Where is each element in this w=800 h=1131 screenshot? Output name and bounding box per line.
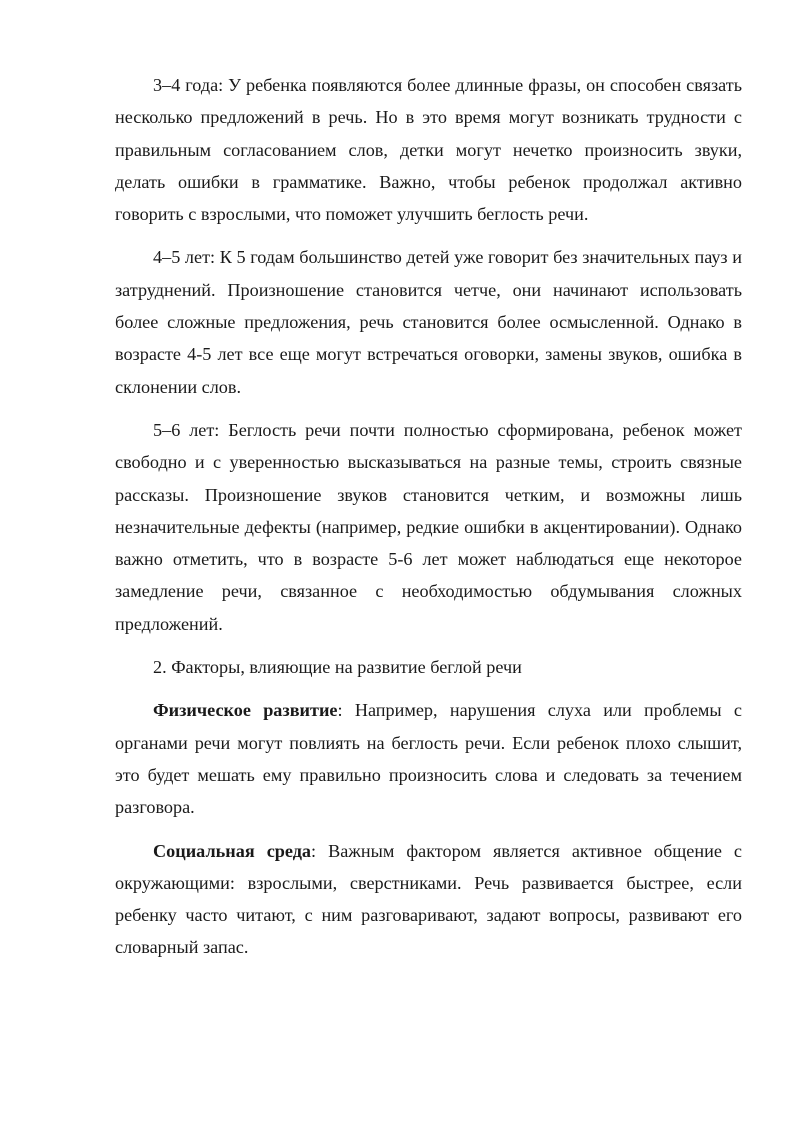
paragraph-text: 5–6 лет: Беглость речи почти полностью сформирована, ребенок может свободно и с уверенностью высказываться на разные темы, строить связные рассказы. Произношение звуков становится четким, и возможны лишь незначительные дефекты (например, редкие ошибки в акцентировании). Однако важно отметить, что в возрасте 5-6 лет может наблюдаться еще некоторое замедление речи, связанное с необходимостью обдумывания сложных предложений. (115, 419, 742, 634)
paragraph-age-4-5 (115, 241, 742, 402)
paragraph-text: 4–5 лет: К 5 годам большинство детей уже говорит без значительных пауз и затруднений. Произношение становится четче, они начинают использовать более сложные предложения, речь становится более осмысленной. Однако в возрасте 4-5 лет все еще могут встречаться оговорки, замены звуков, ошибка в склонении слов. (115, 247, 742, 397)
paragraph-text: 3–4 года: У ребенка появляются более длинные фразы, он способен связать несколько предложений в речь. Но в это время могут возникать трудности с правильным согласованием слов, детки могут нечетко произносить звуки, делать ошибки в грамматике. Важно, чтобы ребенок продолжал активно говорить с взрослыми, что поможет улучшить беглость речи. (115, 75, 742, 225)
paragraph-age-3-4 (115, 69, 742, 230)
term-label: Социальная среда (153, 840, 312, 861)
paragraph-age-5-6 (115, 414, 742, 640)
section-heading-text: 2. Факторы, влияющие на развитие беглой речи (153, 657, 522, 678)
paragraph-text: : Например, нарушения слуха или проблемы с органами речи могут повлиять на беглость речи. Если ребенок плохо слышит, это будет мешать ему правильно произносить слова и следовать за течением разговора. (115, 700, 742, 818)
paragraph-social-environment (115, 835, 742, 964)
section-heading (115, 651, 742, 683)
paragraph-physical-development (115, 694, 742, 823)
paragraph-text: : Важным фактором является активное общение с окружающими: взрослыми, сверстниками. Речь развивается быстрее, если ребенку часто читают, с ним разговаривают, задают вопросы, развивают его словарный запас. (115, 840, 742, 958)
document-body (115, 69, 742, 964)
term-label: Физическое развитие (153, 700, 338, 721)
